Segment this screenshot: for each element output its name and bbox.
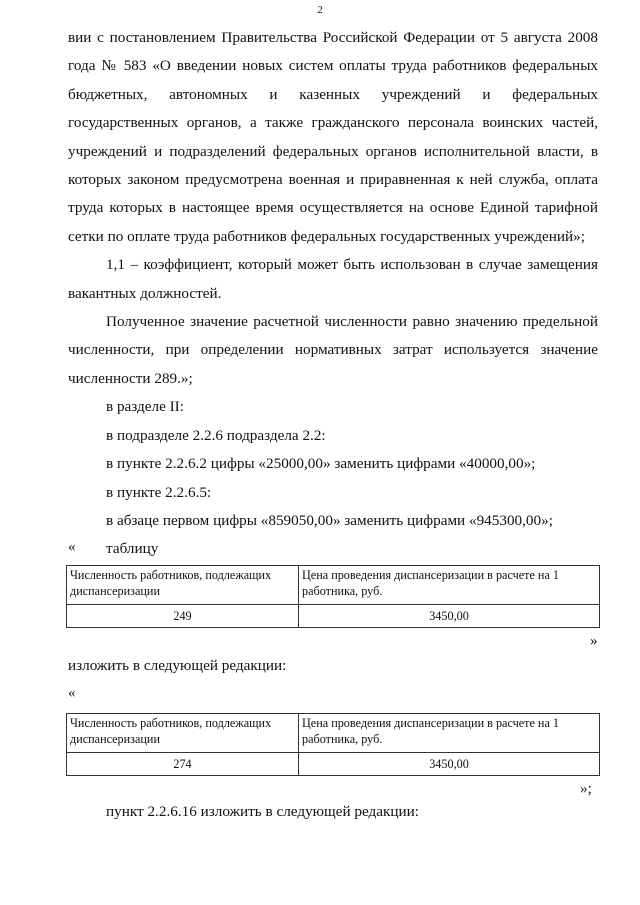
line-item-2-2-6-2: в пункте 2.2.6.2 цифры «25000,00» заменить цифрами «40000,00»; bbox=[106, 455, 536, 473]
table-header-row bbox=[67, 714, 600, 753]
table-row bbox=[67, 753, 600, 776]
paragraph-coefficient: 1,1 – коэффициент, который может быть использован в случае замещения вакантных должностей. bbox=[68, 256, 598, 302]
replace-instruction: изложить в следующей редакции: bbox=[68, 657, 287, 674]
quote-close-new: »; bbox=[580, 780, 592, 797]
table-new-values bbox=[66, 713, 600, 776]
quote-open-old: « bbox=[68, 538, 76, 555]
table-old-values bbox=[66, 565, 600, 628]
table-header-row bbox=[67, 566, 600, 605]
final-instruction: пункт 2.2.6.16 изложить в следующей редакции: bbox=[106, 803, 419, 820]
paragraph-headcount: Полученное значение расчетной численности равно значению предельной численности, при определении нормативных затрат используется значение численности 289.»; bbox=[68, 313, 598, 387]
body-text bbox=[68, 24, 598, 564]
line-subsection-2-2-6: в подразделе 2.2.6 подраздела 2.2: bbox=[106, 426, 326, 444]
quote-close-old: » bbox=[590, 632, 598, 649]
page-number: 2 bbox=[317, 4, 323, 16]
table-header-headcount: Численность работников, подлежащих диспансеризации bbox=[67, 566, 299, 605]
table-header-headcount: Численность работников, подлежащих диспансеризации bbox=[67, 714, 299, 753]
table-cell-price: 3450,00 bbox=[299, 605, 600, 628]
quote-open-new: « bbox=[68, 684, 76, 701]
paragraph-decree-reference: вии с постановлением Правительства Российской Федерации от 5 августа 2008 года № 583 «О введении новых систем оплаты труда работников федеральных бюджетных, автономных и казенных учреждений и федеральных государственных органов, а также гражданского персонала воинских частей, учреждений и подразделений федеральных органов исполнительной власти, в которых законом предусмотрена военная и приравненная к ней служба, оплата труда которых в настоящее время осуществляется на основе Единой тарифной сетки по оплате труда работников федеральных государственных учреждений»; bbox=[68, 29, 598, 245]
table-row bbox=[67, 605, 600, 628]
table-cell-price: 3450,00 bbox=[299, 753, 600, 776]
table-cell-headcount: 249 bbox=[67, 605, 299, 628]
table-header-price: Цена проведения диспансеризации в расчете на 1 работника, руб. bbox=[299, 714, 600, 753]
line-section-2: в разделе II: bbox=[106, 398, 184, 416]
line-table-word: таблицу bbox=[106, 540, 159, 558]
line-item-2-2-6-5: в пункте 2.2.6.5: bbox=[106, 483, 212, 501]
table-header-price: Цена проведения диспансеризации в расчете на 1 работника, руб. bbox=[299, 566, 600, 605]
line-first-paragraph: в абзаце первом цифры «859050,00» заменить цифрами «945300,00»; bbox=[106, 511, 553, 529]
table-cell-headcount: 274 bbox=[67, 753, 299, 776]
